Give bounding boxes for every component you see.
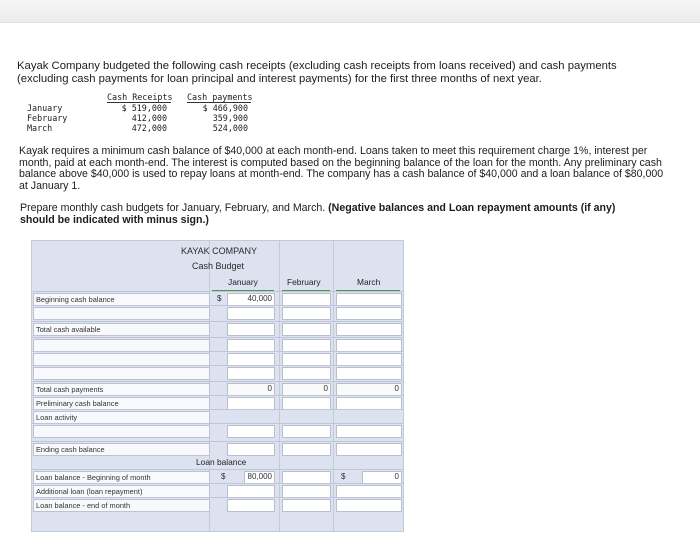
receipts-value: 472,000 <box>131 123 167 133</box>
amount-input[interactable] <box>227 367 275 380</box>
amount-input[interactable] <box>336 425 402 438</box>
blank-row <box>32 305 403 320</box>
receipts-value: 412,000 <box>131 113 167 123</box>
currency-symbol: $ <box>341 472 346 481</box>
month-header-march: March <box>357 277 381 287</box>
month-label: January <box>27 103 63 113</box>
beginning-cash-row <box>32 291 403 306</box>
requirements-text: Kayak requires a minimum cash balance of $40,000 at each month-end. Loans taken to meet this requirement charge 1%, interest per month, paid at each month-end. The interest is computed based on the beginning balance of the loan for the month. Any preliminary cash balance above $40,000 is used to repay loans at month-end. The company has a cash balance of $40,000 and a loan balance of $80,000 at January 1. <box>19 145 664 192</box>
amount-input[interactable] <box>282 443 331 456</box>
cell-value: 80,000 <box>247 472 272 481</box>
loan-activity-row <box>32 409 403 424</box>
month-label: March <box>27 123 53 133</box>
row-label: Beginning cash balance <box>36 295 115 304</box>
row-label-cell <box>33 443 210 456</box>
currency-symbol: $ <box>217 294 222 303</box>
label-input[interactable] <box>33 307 210 320</box>
instructions-text <box>20 203 630 226</box>
amount-input[interactable] <box>336 323 402 336</box>
amount-input[interactable] <box>227 323 275 336</box>
row-label: Loan balance - Beginning of month <box>36 473 151 482</box>
row-label: Preliminary cash balance <box>36 399 119 408</box>
row-label: Loan activity <box>36 413 78 422</box>
amount-input[interactable] <box>336 307 402 320</box>
month-header-january: January <box>228 277 258 287</box>
receipts-payments-table <box>27 92 267 136</box>
amount-input[interactable] <box>336 367 402 380</box>
amount-input[interactable] <box>227 425 275 438</box>
budget-title: Cash Budget <box>192 261 245 271</box>
cash-budget-worksheet <box>31 240 404 532</box>
amount-input[interactable] <box>282 307 331 320</box>
row-label: Ending cash balance <box>36 445 105 454</box>
loan-end-row <box>32 497 403 512</box>
row-label: Total cash available <box>36 325 101 334</box>
month-header-february: February <box>287 277 321 287</box>
row-label-cell <box>33 323 210 336</box>
amount-input[interactable] <box>336 443 402 456</box>
amount-input[interactable] <box>227 499 275 512</box>
cash-payments-header: Cash payments <box>187 92 253 102</box>
loan-begin-row <box>32 469 403 484</box>
receipts-value: $ 519,000 <box>121 103 167 113</box>
label-input[interactable] <box>33 367 210 380</box>
row-label: Additional loan (loan repayment) <box>36 487 143 496</box>
amount-input[interactable] <box>282 499 331 512</box>
ending-cash-row <box>32 441 403 456</box>
cell-value: 40,000 <box>247 294 272 303</box>
amount-input[interactable] <box>282 323 331 336</box>
row-label: Loan balance - end of month <box>36 501 131 510</box>
instructions-bold: (Negative balances and Loan repayment amounts (if any) should be indicated with minus sign.) <box>20 202 616 226</box>
payment-row <box>32 337 403 352</box>
label-input[interactable] <box>33 425 210 438</box>
cell-value: 0 <box>394 472 399 481</box>
payment-row <box>32 365 403 380</box>
payments-value: 359,900 <box>212 113 248 123</box>
company-name: KAYAK COMPANY <box>181 246 258 256</box>
amount-input[interactable] <box>227 443 275 456</box>
instructions-plain: Prepare monthly cash budgets for January, February, and March. <box>20 202 329 214</box>
payments-value: 524,000 <box>212 123 248 133</box>
amount-input[interactable] <box>336 499 402 512</box>
total-payments-row <box>32 381 403 396</box>
currency-symbol: $ <box>221 472 226 481</box>
additional-loan-row <box>32 483 403 498</box>
amount-input[interactable] <box>227 307 275 320</box>
cash-receipts-header: Cash Receipts <box>107 92 173 102</box>
loan-row <box>32 423 403 438</box>
total-available-row <box>32 321 403 336</box>
month-label: February <box>27 113 68 123</box>
top-bar <box>0 0 700 23</box>
amount-input[interactable] <box>282 425 331 438</box>
cell-value: 0 <box>394 384 399 393</box>
payments-value: $ 466,900 <box>202 103 248 113</box>
row-label-cell <box>33 499 210 512</box>
loan-balance-header: Loan balance <box>196 457 247 467</box>
payment-row <box>32 351 403 366</box>
cell-value: 0 <box>323 384 328 393</box>
amount-input[interactable] <box>282 367 331 380</box>
row-label: Total cash payments <box>36 385 104 394</box>
cell-value: 0 <box>267 384 272 393</box>
preliminary-row <box>32 395 403 410</box>
intro-text: Kayak Company budgeted the following cash receipts (excluding cash receipts from loans received) and cash payments (excluding cash payments for loan principal and interest payments) for the first three months of next year. <box>17 60 617 85</box>
